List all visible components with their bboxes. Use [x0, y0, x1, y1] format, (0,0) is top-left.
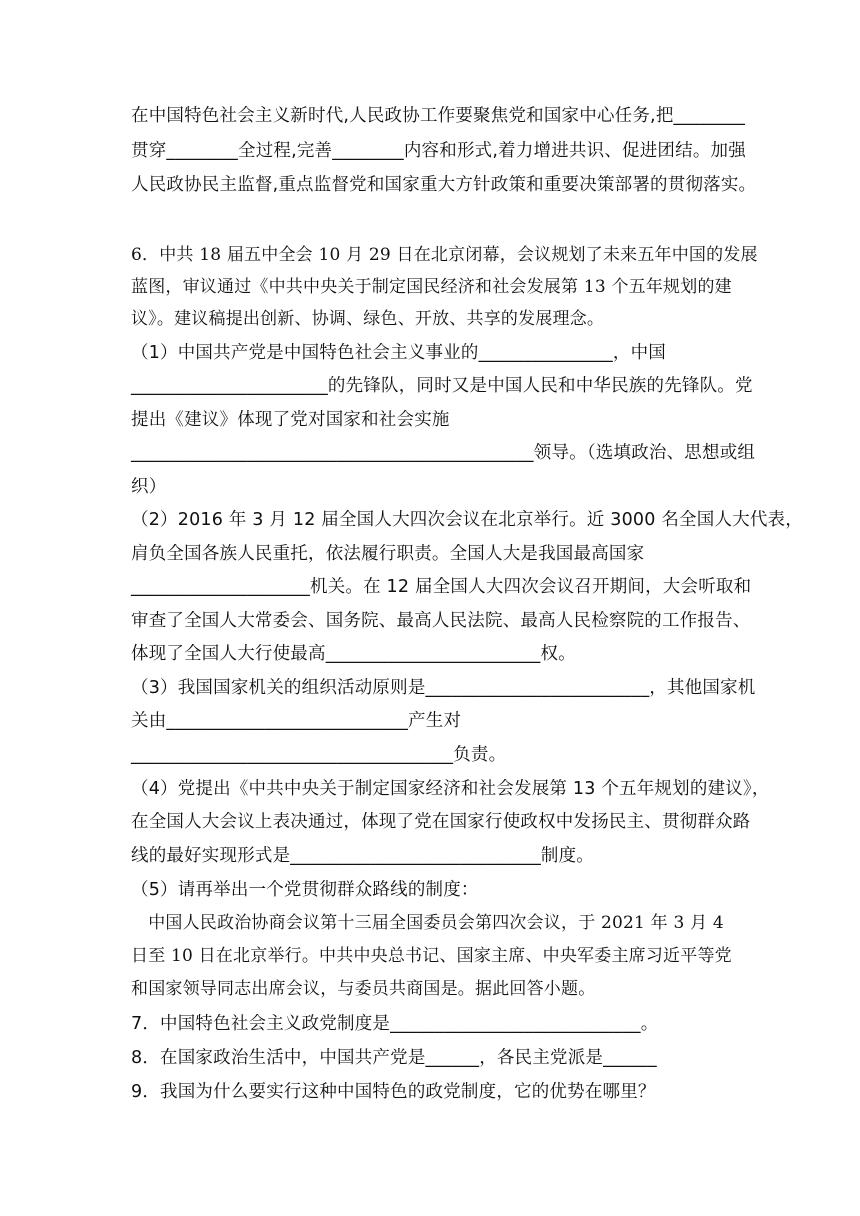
question-6-1-line-4: _____________________________________________领导。（选填政治、思想或组 — [131, 443, 756, 463]
question-6-2-line-1: （2）2016 年 3 月 12 届全国人大四次会议在北京举行。近 3000 名全国人大代表， — [131, 510, 803, 530]
question-8: 8．在国家政治生活中，中国共产党是______，各民主党派是______ — [131, 1048, 657, 1068]
question-6-4-line-3: 线的最好实现形式是____________________________制度。 — [131, 846, 594, 866]
question-6-5: （5）请再举出一个党贯彻群众路线的制度： — [131, 880, 479, 900]
question-9: 9．我国为什么要实行这种中国特色的政党制度，它的优势在哪里？ — [131, 1082, 656, 1102]
question-6-2-line-3: ____________________机关。在 12 届全国人大四次会议召开期间，大会听取和 — [131, 577, 752, 597]
question-6-2-line-4: 审查了全国人大常委会、国务院、最高人民法院、最高人民检察院的工作报告、 — [131, 611, 751, 631]
passage-cppcc-line-1: 中国人民政治协商会议第十三届全国委员会第四次会议，于 2021 年 3 月 4 — [131, 913, 724, 933]
passage-top-line-2: 贯穿________全过程,完善________内容和形式,着力增进共识、促进团结。加强 — [131, 141, 746, 161]
passage-top-line-1: 在中国特色社会主义新时代,人民政协工作要聚焦党和国家中心任务,把________ — [131, 106, 746, 126]
passage-cppcc-line-2: 日至 10 日在北京举行。中共中央总书记、国家主席、中央军委主席习近平等党 — [131, 946, 732, 966]
question-6-3-line-2: 关由___________________________产生对 — [131, 711, 462, 731]
question-6-4-line-1: （4）党提出《中共中央关于制定国家经济和社会发展第 13 个五年规划的建议》， — [131, 779, 770, 799]
question-6-1-line-1: （1）中国共产党是中国特色社会主义事业的_______________，中国 — [131, 343, 666, 363]
question-6-1-line-3: 提出《建议》体现了党对国家和社会实施 — [131, 410, 450, 430]
question-6-intro-line-2: 蓝图，审议通过《中共中央关于制定国民经济和社会发展第 13 个五年规划的建 — [131, 277, 732, 297]
passage-cppcc-line-3: 和国家领导同志出席会议，与委员共商国是。据此回答小题。 — [131, 979, 596, 999]
question-6-3-line-3: ____________________________________负责。 — [131, 745, 507, 765]
question-6-3-line-1: （3）我国国家机关的组织活动原则是_________________________，其他国家机 — [131, 678, 756, 698]
question-6-1-line-2: ______________________的先锋队，同时又是中国人民和中华民族的先锋队。党 — [131, 376, 753, 396]
question-7: 7．中国特色社会主义政党制度是____________________________。 — [131, 1014, 659, 1034]
question-6-1-line-5: 织） — [131, 477, 167, 497]
question-6-4-line-2: 在全国人大会议上表决通过，体现了党在国家行使政权中发扬民主、贯彻群众路 — [131, 812, 751, 832]
question-6-2-line-2: 肩负全国各族人民重托，依法履行职责。全国人大是我国最高国家 — [131, 544, 645, 564]
passage-top-line-3: 人民政协民主监督,重点监督党和国家重大方针政策和重要决策部署的贯彻落实。 — [131, 175, 757, 195]
question-6-2-line-5: 体现了全国人大行使最高________________________权。 — [131, 644, 576, 664]
question-6-intro-line-1: 6．中共 18 届五中全会 10 月 29 日在北京闭幕，会议规划了未来五年中国的发展 — [131, 245, 758, 265]
question-6-intro-line-3: 议》。建议稿提出创新、协调、绿色、开放、共享的发展理念。 — [131, 309, 605, 329]
